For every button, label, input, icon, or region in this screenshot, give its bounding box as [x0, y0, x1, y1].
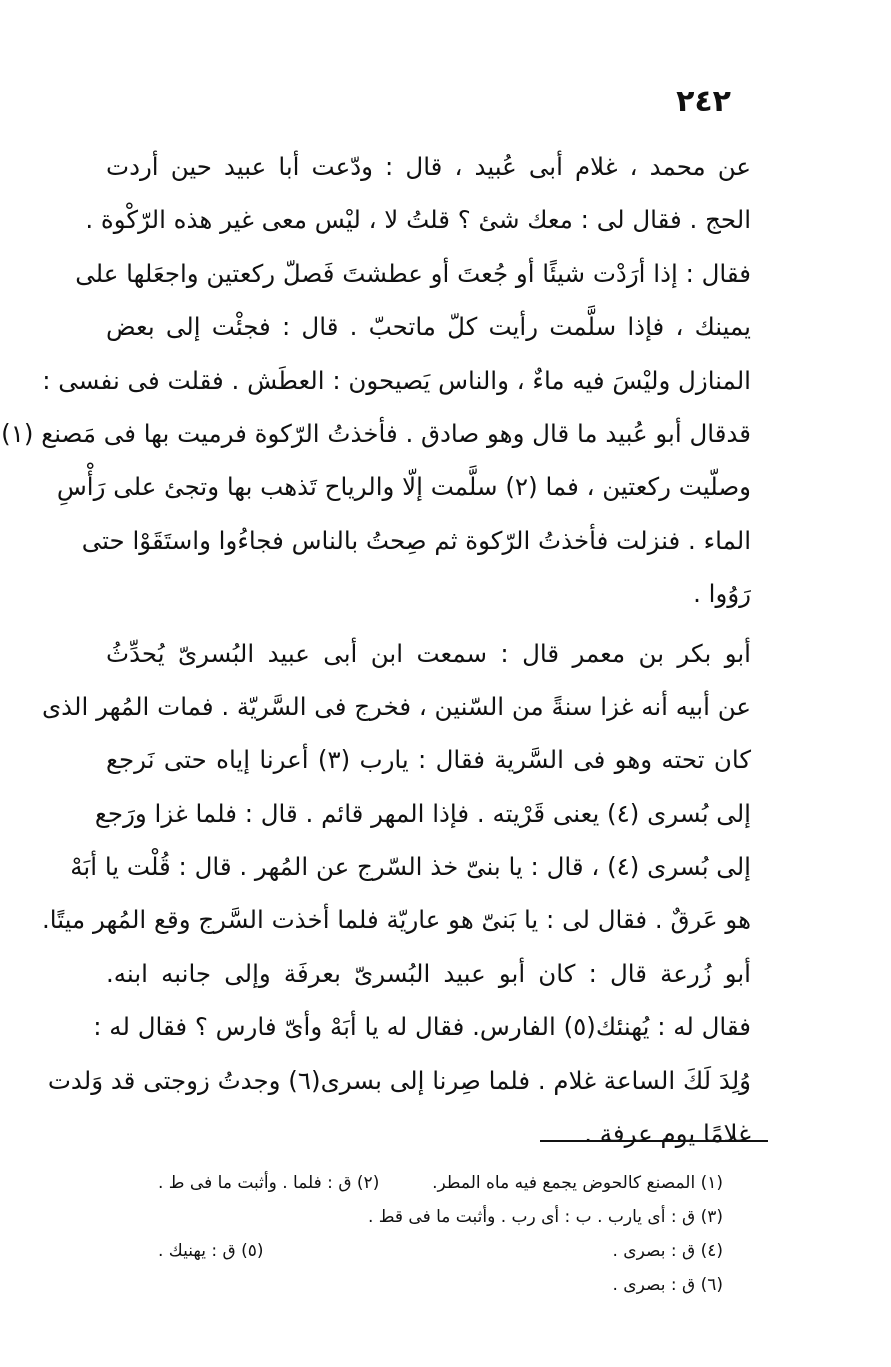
text-line: أبو بكر بن معمر قال : سمعت ابن أبى عبيد البُسرىّ يُحدِّثُ — [106, 638, 751, 668]
footnotes — [158, 1166, 723, 1302]
text-line: الماء . فنزلت فأخذتُ الرّكوة ثم صِحتُ بالناس فجاءُوا واستَقَوْا حتى — [81, 525, 751, 555]
text-line: كان تحته وهو فى السَّرية فقال : يارب (٣) أعرنا إياه حتى نَرجع — [106, 745, 751, 775]
text-line: يمينك ، فإذا سلَّمت رأيت كلّ ماتحبّ . قال : فجئْت إلى بعض — [106, 312, 751, 342]
text-line: أبو زُرعة قال : كان أبو عبيد البُسرىّ بعرفَة وإلى جانبه ابنه. — [106, 958, 751, 988]
page-number: ٢٤٢ — [676, 84, 731, 119]
text-line: إلى بُسرى (٤) ، قال : يا بنىّ خذ السّرج عن المُهر . قال : قُلْت يا أبَهْ — [70, 852, 751, 882]
footnote-row — [158, 1166, 723, 1200]
footnote-3: (٣) ق : أى يارب . ب : أى رب . وأثبت ما فى قط . — [367, 1207, 723, 1227]
text-line: عن محمد ، غلام أبى عُبيد ، قال : ودّعت أبا عبيد حين أردت — [106, 152, 751, 181]
text-line: وصلّيت ركعتين ، فما (٢) سلَّمت إلّا والرياح تَذهب بها وتجئ على رَأْسِ — [56, 472, 751, 502]
footnote-row — [158, 1200, 723, 1234]
text-line: وُلِدَ لَكَ الساعة غلام . فلما صِرنا إلى بسرى(٦) وجدتُ زوجتى قد وَلدت — [47, 1065, 751, 1095]
footnote-6: (٦) ق : بصرى . — [612, 1275, 723, 1295]
text-line: المنازل وليْسَ فيه ماءٌ ، والناس يَصيحون : العطَش . فقلت فى نفسى : — [42, 365, 751, 395]
body-text — [1, 140, 751, 1160]
text-line: الحج . فقال لى : معك شئ ؟ قلتُ لا ، ليْس معى غير هذه الرّكْوة . — [85, 205, 751, 235]
footnote-4: (٤) ق : بصرى . — [612, 1241, 723, 1261]
text-line: عن أبيه أنه غزا سنةً من السّنين ، فخرج فى السَّريّة . فمات المُهر الذى — [42, 691, 751, 721]
text-line: فقال : إذا أرَدْت شيئًا أو جُعتَ أو عطشتَ فَصلّ ركعتين واجعَلها على — [75, 258, 751, 288]
footnote-row — [158, 1234, 723, 1268]
text-line: قدقال أبو عُبيد ما قال وهو صادق . فأخذتُ الرّكوة فرميت بها فى مَصنع (١) — [1, 418, 751, 448]
footnote-1: (١) المصنع كالحوض يجمع فيه ماه المطر. — [432, 1173, 723, 1193]
paragraph-1 — [1, 140, 751, 621]
text-line: رَوُوا . — [693, 579, 751, 609]
footnote-row — [158, 1268, 723, 1302]
text-line: إلى بُسرى (٤) يعنى قَرْيته . فإذا المهر قائم . قال : فلما غزا ورَجع — [94, 798, 751, 828]
footnote-5: (٥) ق : يهنيك . — [158, 1241, 264, 1261]
text-line: فقال له : يُهنئك(٥) الفارس. فقال له يا أبَهْ وأىّ فارس ؟ فقال له : — [93, 1012, 751, 1042]
footnote-2: (٢) ق : فلما . وأثبت ما فى ط . — [158, 1173, 380, 1193]
paragraph-2 — [42, 627, 751, 1161]
text-line: هو عَرقٌ . فقال لى : يا بَنىّ هو عاريّة فلما أخذت السَّرج وقع المُهر ميتًا. — [42, 905, 751, 935]
footnote-divider — [540, 1140, 768, 1142]
text-line: غلامًا يوم عرفة . — [584, 1119, 751, 1149]
